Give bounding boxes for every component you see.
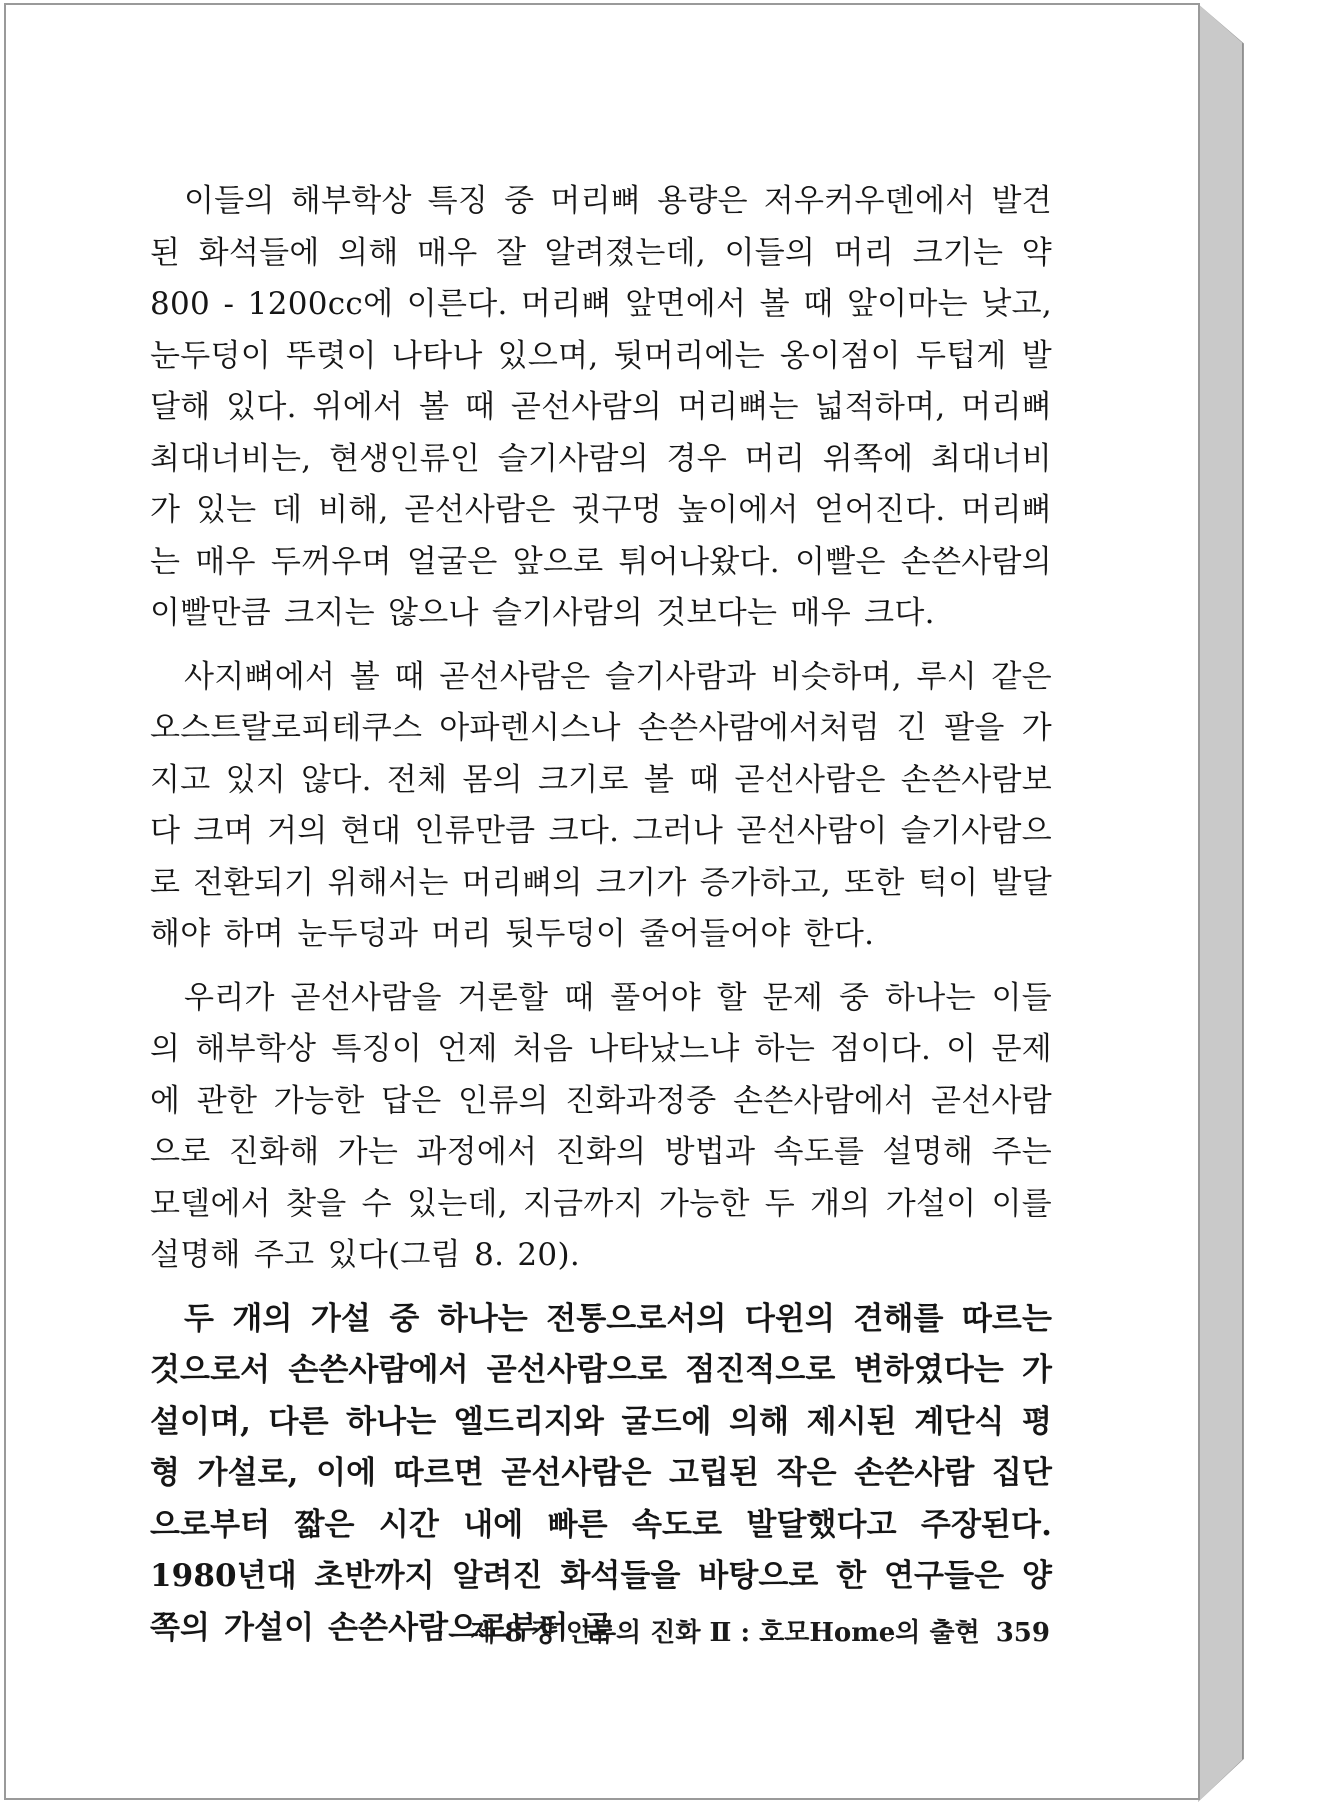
paragraph-skull-features: 이들의 해부학상 특징 중 머리뼈 용량은 저우커우뎬에서 발견된 화석들에 의해 매우 잘 알려졌는데, 이들의 머리 크기는 약 800 - 1200cc에 이른다. 머리뼈 앞면에서 볼 때 앞이마는 낮고, 눈두덩이 뚜렷이 나타나 있으며, 뒷머리에는 옹이점이 두텁게 발달해 있다. 위에서 볼 때 곧선사람의 머리뼈는 넓적하며, 머리뼈 최대너비는, 현생인류인 슬기사람의 경우 머리 위쪽에 최대너비가 있는 데 비해, 곧선사람은 귓구멍 높이에서 얻어진다. 머리뼈는 매우 두꺼우며 얼굴은 앞으로 튀어나왔다. 이빨은 손쓴사람의 이빨만큼 크지는 않으나 슬기사람의 것보다는 매우 크다. <box>150 183 1052 631</box>
book-spine-edge <box>1198 4 1243 1802</box>
page-footer <box>150 1612 1050 1649</box>
paragraph-origin-question: 우리가 곧선사람을 거론할 때 풀어야 할 문제 중 하나는 이들의 해부학상 특징이 언제 처음 나타났느냐 하는 점이다. 이 문제에 관한 가능한 답은 인류의 진화과정중 손쓴사람에서 곧선사람으로 진화해 가는 과정에서 진화의 방법과 속도를 설명해 주는 모델에서 찾을 수 있는데, 지금까지 가능한 두 개의 가설이 이를 설명해 주고 있다(그림 8. 20). <box>150 979 1052 1273</box>
page-number: 359 <box>995 1618 1050 1648</box>
body-text <box>150 176 1052 1666</box>
running-head: 제 8 장 인류의 진화 Ⅱ : 호모Home의 출현 <box>470 1618 980 1648</box>
paragraph-limb-bones: 사지뼈에서 볼 때 곧선사람은 슬기사람과 비슷하며, 루시 같은 오스트랄로피테쿠스 아파렌시스나 손쓴사람에서처럼 긴 팔을 가지고 있지 않다. 전체 몸의 크기로 볼 때 곧선사람은 손쓴사람보다 크며 거의 현대 인류만큼 크다. 그러나 곧선사람이 슬기사람으로 전환되기 위해서는 머리뼈의 크기가 증가하고, 또한 턱이 발달해야 하며 눈두덩과 머리 뒷두덩이 줄어들어야 한다. <box>150 658 1052 952</box>
paragraph-two-hypotheses: 두 개의 가설 중 하나는 전통으로서의 다윈의 견해를 따르는 것으로서 손쓴사람에서 곧선사람으로 점진적으로 변하였다는 가설이며, 다른 하나는 엘드리지와 굴드에 의해 제시된 계단식 평형 가설로, 이에 따르면 곧선사람은 고립된 작은 손쓴사람 집단으로부터 짧은 시간 내에 빠른 속도로 발달했다고 주장된다. 1980년대 초반까지 알려진 화석들을 바탕으로 한 연구들은 양쪽의 가설이 손쓴사람으로부터 곧 <box>150 1300 1052 1646</box>
